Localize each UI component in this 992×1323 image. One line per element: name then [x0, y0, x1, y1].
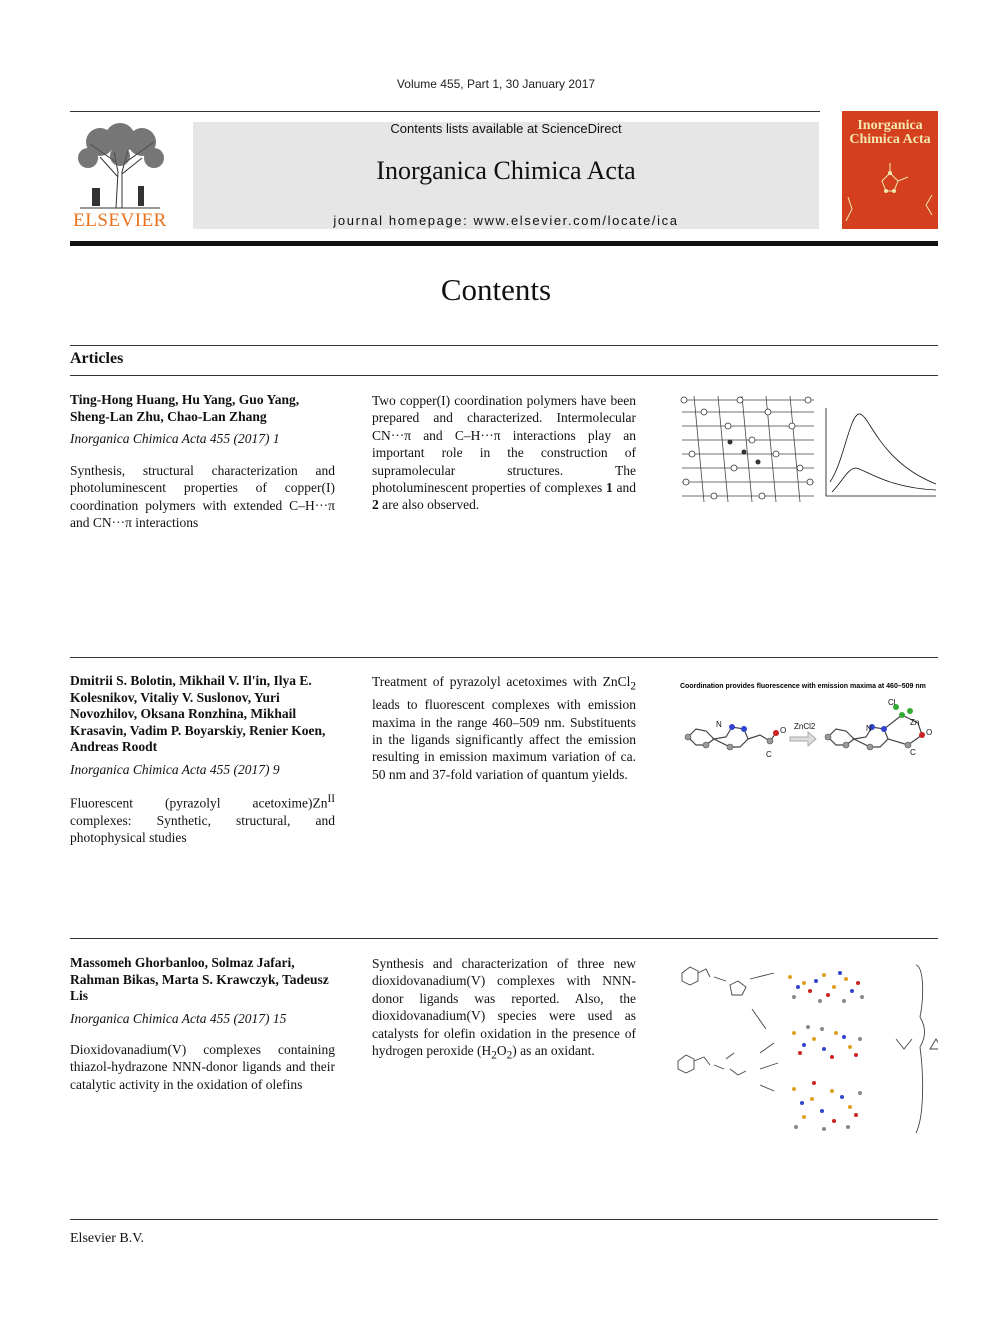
article-abstract: Synthesis and characterization of three new dioxidovanadium(V) complexes with NNN-donor ligands was reported. Also, the dioxidovanadium(V) species were used as catalysts for olefin oxidation in the presence of hydrogen peroxide $(H_2O_2)$ as an oxidant.: [372, 956, 636, 1062]
svg-text:O: O: [926, 728, 933, 737]
svg-text:O: O: [780, 726, 787, 735]
article-citation[interactable]: Inorganica Chimica Acta 455 (2017) 9: [70, 762, 280, 777]
article-abstract: Treatment of pyrazolyl acetoximes with ZnCl$_2$ leads to fluorescent complexes with emission maxima in the range 460–509 nm. Substituents in the ligands significantly affect the emission resulting in emission maximum variation of ca. 50 nm and 37-fold variation of quantum yields.: [372, 674, 636, 782]
svg-text:C: C: [910, 748, 916, 757]
svg-text:ZnCl2: ZnCl2: [794, 722, 816, 731]
publisher-footer: Elsevier B.V.: [70, 1231, 145, 1246]
article-divider: [70, 938, 938, 939]
elsevier-wordmark: ELSEVIER: [73, 210, 167, 231]
journal-homepage-link[interactable]: journal homepage: www.elsevier.com/locate/ica: [333, 213, 679, 228]
cover-molecule-icon: [842, 151, 938, 229]
section-heading: Articles: [70, 350, 124, 367]
article-citation[interactable]: Inorganica Chimica Acta 455 (2017) 1: [70, 431, 280, 446]
article-divider: [70, 657, 938, 658]
svg-text:C: C: [766, 750, 772, 759]
cover-title: Inorganica Chimica Acta: [849, 118, 931, 147]
graphical-abstract-vanadium-complexes: [674, 957, 938, 1139]
header-thick-rule: [70, 241, 938, 246]
svg-text:Zn: Zn: [910, 718, 920, 727]
volume-info: Volume 455, Part 1, 30 January 2017: [396, 77, 596, 91]
svg-text:Cl: Cl: [888, 698, 896, 707]
svg-text:N: N: [866, 724, 872, 733]
svg-text:N: N: [716, 720, 722, 729]
footer-rule: [70, 1219, 938, 1220]
article-citation[interactable]: Inorganica Chimica Acta 455 (2017) 15: [70, 1011, 287, 1026]
graphical-abstract-crystal-and-spectrum: [674, 392, 938, 512]
graphical-abstract-zn-complex: [674, 675, 938, 765]
graphic-caption: Coordination provides fluorescence with emission maxima at 460–509 nm: [680, 683, 926, 690]
article-authors[interactable]: Ting-Hong Huang, Hu Yang, Guo Yang, Sheng-Lan Zhu, Chao-Lan Zhang: [70, 392, 300, 424]
article-abstract: Two copper(I) coordination polymers have been prepared and characterized. Intermolecular CN···π and C–H···π interactions play an important role in the construction of supramolecular structures. The photoluminescent properties of complexes 1 and 2 are also observed.: [372, 393, 636, 513]
article-authors[interactable]: Massomeh Ghorbanloo, Solmaz Jafari, Rahman Bikas, Marta S. Krawczyk, Tadeusz Lis: [70, 955, 329, 1003]
reaction-arrow-icon: [790, 732, 816, 746]
section-rule-bottom: [70, 375, 938, 376]
tree-icon: [70, 122, 170, 210]
article-title[interactable]: Fluorescent (pyrazolyl $acetoxime)Zn^{II}$ complexes: Synthetic, structural, and photophysical studies: [70, 793, 335, 846]
article-title[interactable]: Dioxidovanadium(V) complexes containing thiazol-hydrazone NNN-donor ligands and their catalytic activity in the oxidation of olefins: [70, 1042, 335, 1092]
article-title[interactable]: Synthesis, structural characterization and photoluminescent properties of copper(I) coordination polymers with extended C–H···π and CN···π interactions: [70, 463, 335, 531]
page-title: Contents: [440, 272, 552, 307]
section-rule-top: [70, 345, 938, 346]
journal-cover[interactable]: [842, 111, 938, 229]
journal-title: Inorganica Chimica Acta: [376, 156, 636, 185]
article-authors[interactable]: Dmitrii S. Bolotin, Mikhail V. Il'in, Ilya E. Kolesnikov, Vitaliy V. Suslonov, Yuri Novozhilov, Oksana Ronzhina, Mikhail Krasavin, Vadim P. Boyarskiy, Renier Koen, Andreas Roodt: [70, 673, 326, 754]
contents-available-link[interactable]: Contents lists available at ScienceDirect: [390, 121, 622, 136]
header-rule: [70, 111, 820, 112]
